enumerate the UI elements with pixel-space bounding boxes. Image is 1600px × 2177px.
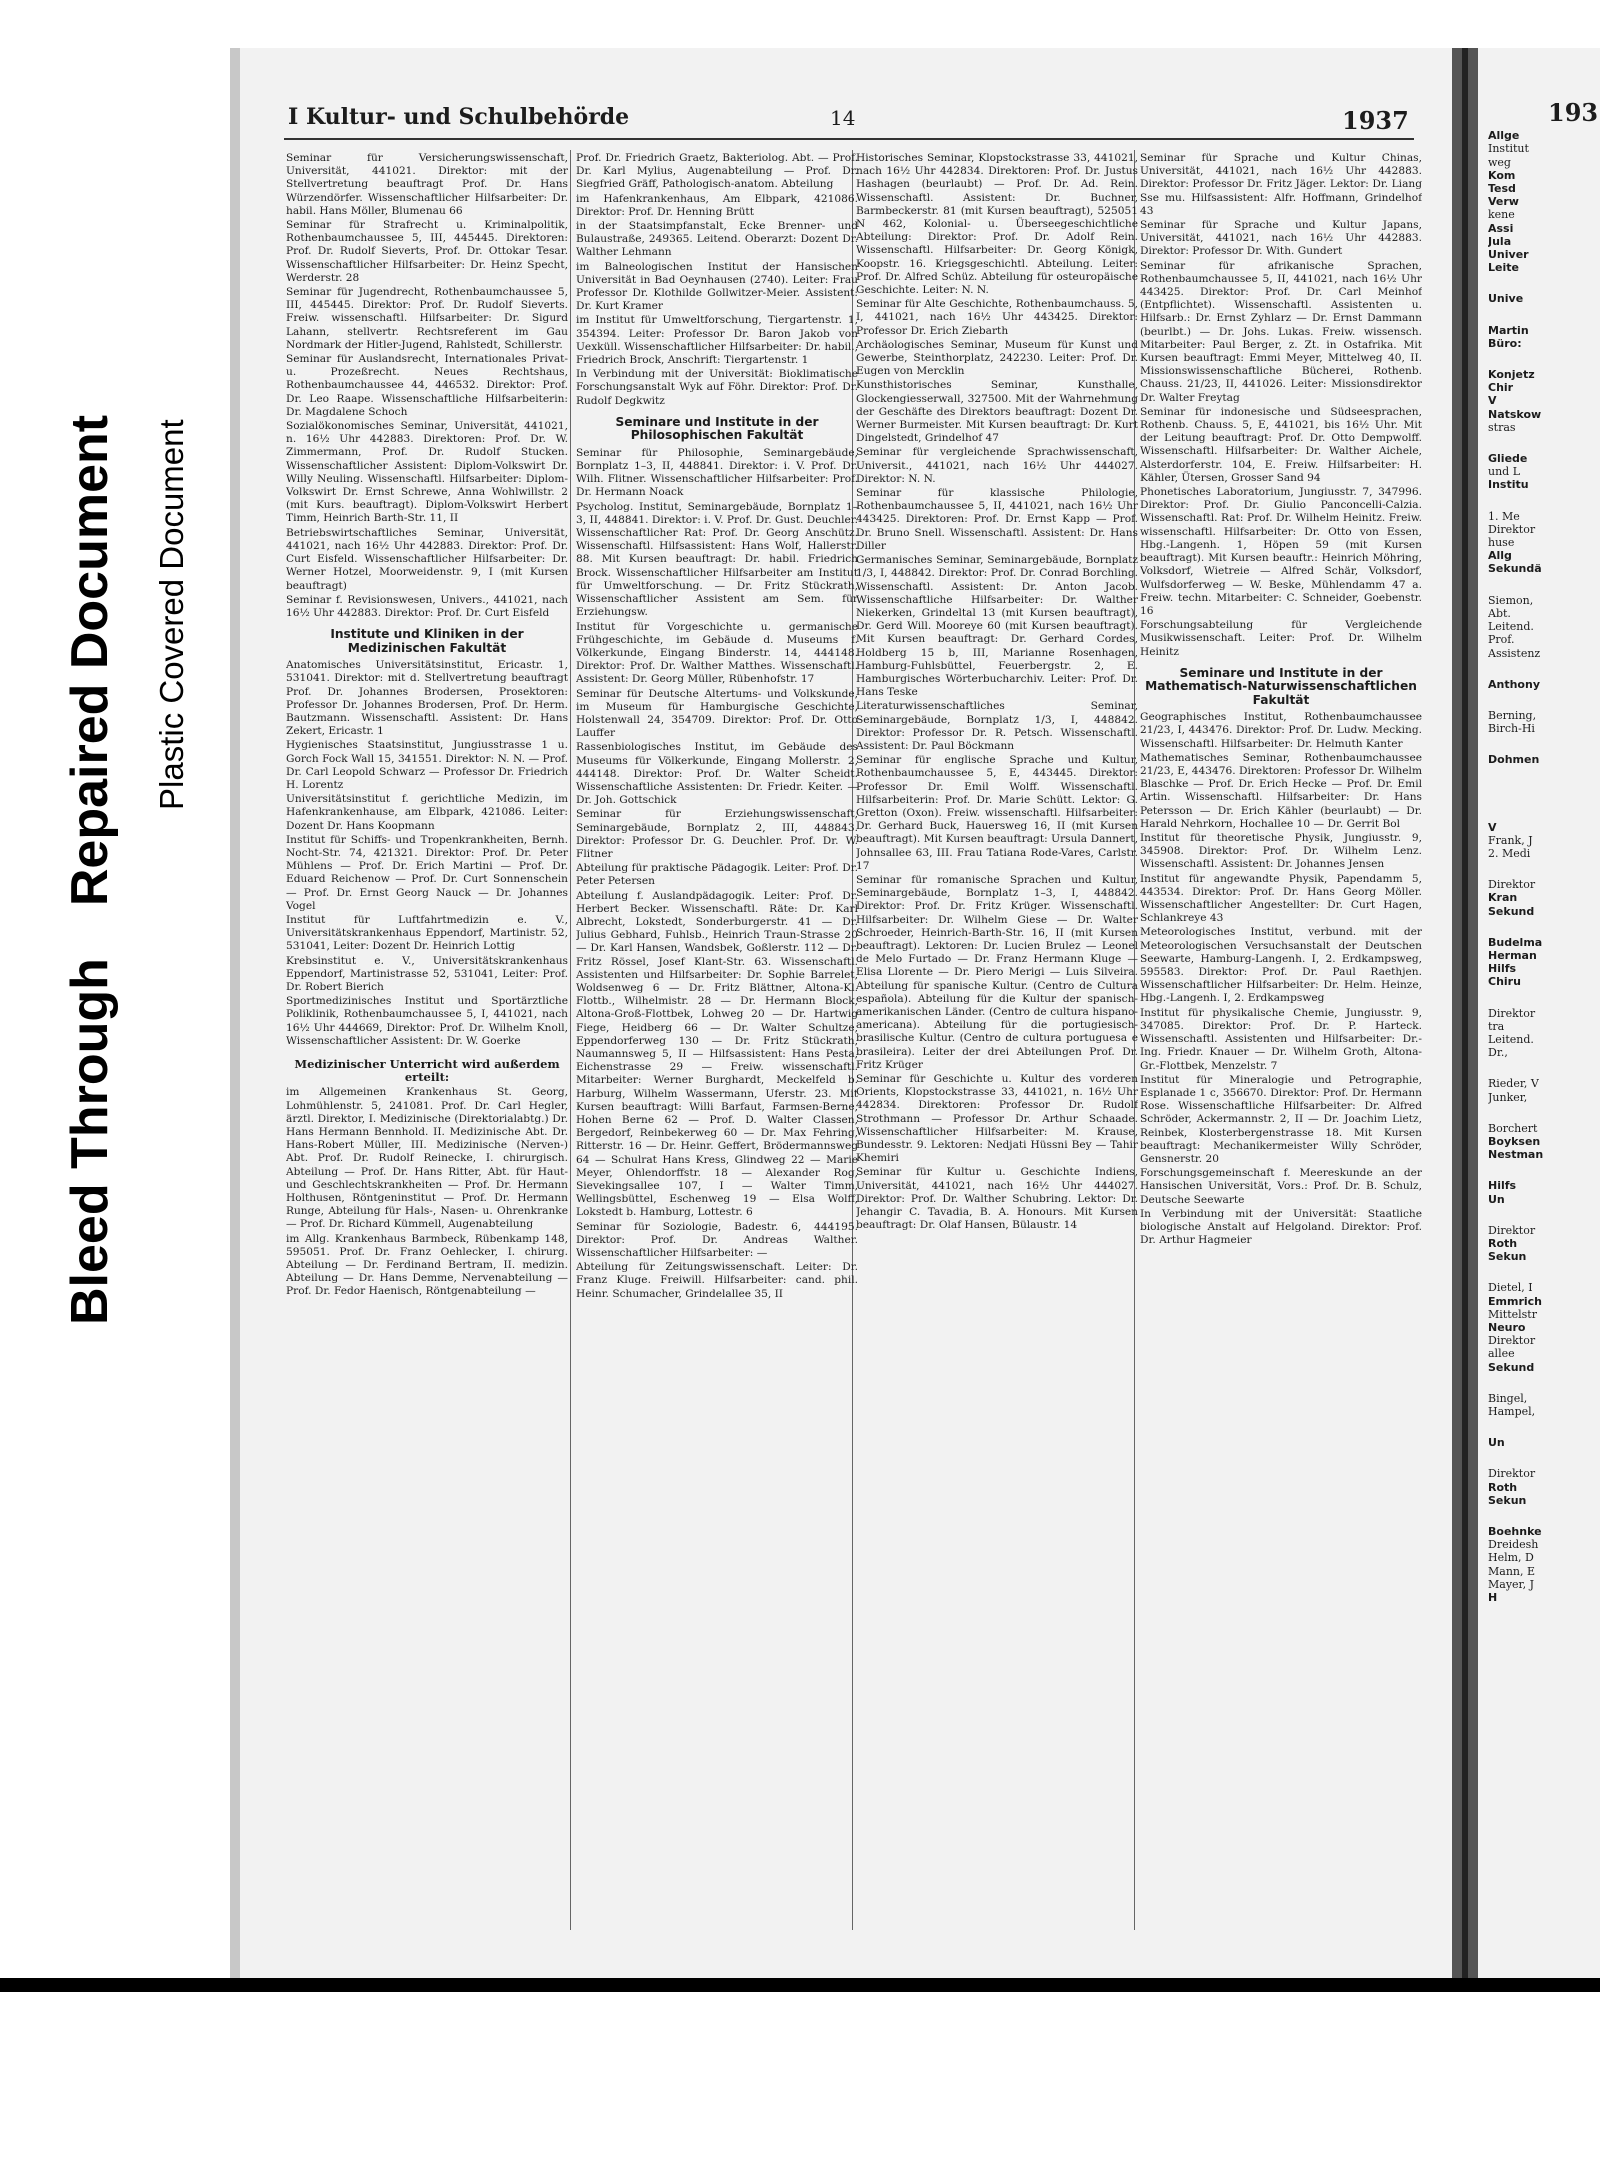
sliver-line [1488, 735, 1600, 753]
sliver-line: Dietel, I [1488, 1281, 1533, 1295]
sliver-line: Neuro [1488, 1321, 1526, 1334]
sliver-line [1488, 691, 1600, 709]
sliver-line: Direktor [1488, 1223, 1536, 1237]
entry: Seminar für Jugendrecht, Rothenbaumchaussee 5, III, 445445. Direktor: Prof. Dr. Rudolf Sieverts. Freiw. wissenschaftl. Hilfsarbeiter: Dr. Sigurd Lahann, stellvertr. Rechtsreferent im Gau Nordmark der Hitler-Jugend, Rahlstedt, Schillerstr. [286, 286, 568, 351]
entry: Seminar für Auslandsrecht, Internationales Privat- u. Prozeßrecht. Neues Rechtshaus, Rothenbaumchaussee 44, 446532. Direktor: Prof. Dr. Leo Raape. Wissenschaftliche Hilfsarbeiterin: Dr. Magdalene Schoch [286, 353, 568, 418]
sliver-line: Emmrich [1488, 1294, 1542, 1308]
sliver-line: und L [1488, 465, 1521, 479]
sliver-line [1488, 1374, 1600, 1392]
entry: im Hafenkrankenhaus, Am Elbpark, 421086. Direktor: Prof. Dr. Henning Brütt [576, 192, 858, 218]
facing-page-year: 193 [1548, 98, 1599, 127]
sliver-line: stras [1488, 420, 1516, 434]
entry: Seminar für vergleichende Sprachwissenschaft, Universit., 441021, nach 16½ Uhr 444027. Direktor: N. N. [856, 446, 1138, 485]
entry: In Verbindung mit der Universität: Bioklimatische Forschungsanstalt Wyk auf Föhr. Direktor: Prof. Dr. Rudolf Degkwitz [576, 368, 858, 407]
entry: Archäologisches Seminar, Museum für Kunst und Gewerbe, Steinthorplatz, 242230. Leiter: Prof. Dr. Eugen von Mercklin [856, 338, 1138, 378]
column-1 [286, 152, 568, 1942]
sliver-line [1488, 989, 1600, 1007]
sliver-line: Allge [1488, 129, 1520, 143]
sliver-line [1488, 803, 1600, 821]
document-page [272, 92, 1440, 1952]
sliver-line: Boyksen [1488, 1134, 1541, 1148]
sliver-line: Un [1488, 1192, 1505, 1206]
sliver-line [1488, 1104, 1600, 1122]
sliver-line: Assistenz [1488, 646, 1541, 660]
sliver-line: Mittelstr [1488, 1307, 1537, 1321]
sliver-line: Büro: [1488, 336, 1522, 350]
entry: Seminar für Sprache und Kultur Chinas, Universität, 441021, nach 16½ Uhr 442883. Direktor: Professor Dr. Fritz Jäger. Lektor: Dr. Liang Sse mu. Hilfsassistent: Alfr. Hoffmann, Grindelhof 43 [1140, 152, 1422, 217]
facing-page-sliver [1488, 92, 1600, 1952]
sliver-line [1488, 434, 1600, 452]
sliver-line: Chir [1488, 381, 1514, 395]
entry: Seminar für Deutsche Altertums- und Volkskunde, im Museum für Hamburgische Geschichte, Holstenwall 24, 354709. Direktor: Prof. Dr. Otto Lauffer [576, 687, 858, 740]
sliver-line: tra [1488, 1019, 1505, 1033]
sliver-line: allee [1488, 1347, 1515, 1361]
entry: Institut für Mineralogie und Petrographie, Esplanade 1 c, 356670. Direktor: Prof. Dr. Hermann Rose. Wissenschaftliche Hilfsarbeiter: Dr. Alfred Schröder, Ackermannstr. 2, II — Dr. Joachim Lietz, Reinbek, Klosterbergenstrasse 18. Mit Kursen beauftragt: Mechanikermeister Willy Schröder, Gensnerstr. 20 [1140, 1073, 1422, 1165]
sliver-line: Boehnke [1488, 1525, 1542, 1539]
entry: Seminar für Strafrecht u. Kriminalpolitik, Rothenbaumchaussee 5, III, 445445. Direktoren: Prof. Dr. Rudolf Sieverts, Prof. Dr. Ottokar Tesar. Wissenschaftlicher Hilfsarbeiter: Dr. Heinz Specht, Werderstr. 28 [286, 219, 568, 284]
sliver-line: Un [1488, 1436, 1505, 1450]
running-head: I Kultur- und Schulbehörde [288, 104, 630, 130]
sliver-line: Allg [1488, 549, 1512, 563]
sliver-line: Konjetz [1488, 368, 1535, 382]
sliver-line: Natskow [1488, 407, 1542, 421]
sliver-line: V [1488, 820, 1497, 834]
entry: Seminar für Erziehungswissenschaft, Seminargebäude, Bornplatz 2, III, 448843. Direktor: Professor Dr. G. Deuchler. Prof. Dr. W. Flitner [576, 808, 858, 860]
entry: Historisches Seminar, Klopstockstrasse 33, 441021, nach 16½ Uhr 442834. Direktoren: Prof. Dr. Justus Hashagen (beurlaubt) — Prof. Dr. Ad. Rein. Wissenschaftl. Assistent: Dr. Buchner, Barmbeckerstr. 81 (mit Kursen beauftragt), 525051 N 462, Kolonial- u. Überseegeschichtliche Abteilung: Direktor: Prof. Dr. Adolf Rein. Wissenschaftl. Hilfsarbeiter: Dr. Georg Königk, Koopstr. 16. Kriegsgeschichtl. Abteilung. Leiter: Prof. Dr. Alfred Schüz. Abteilung für osteuropäische Geschichte. Leiter: N. N. [856, 152, 1138, 297]
sliver-line: Siemon, [1488, 593, 1534, 607]
entry: Geographisches Institut, Rothenbaumchaussee 21/23, I, 443476. Direktor: Prof. Dr. Ludw. Mecking. Wissenschaftl. Hilfsarbeiter: Dr. Helmuth Kanter [1140, 711, 1422, 750]
sliver-line: Sekun [1488, 1493, 1527, 1507]
sliver-line [1488, 492, 1600, 510]
sliver-line [1488, 274, 1600, 292]
sliver-line: Institut [1488, 142, 1529, 156]
repaired-document-label: Repaired Document [61, 414, 119, 907]
entry: Anatomisches Universitätsinstitut, Ericastr. 1, 531041. Direktor: mit d. Stellvertretung beauftragt Prof. Dr. Johannes Brodersen, Prosektoren: Professor Dr. Johannes Brodersen, Prof. Dr. Herm. Bautzmann. Wissenschaftl. Assistent: Dr. Hans Zekert, Ericastr. 1 [286, 659, 568, 738]
sliver-line [1488, 306, 1600, 324]
entry: Institut für Vorgeschichte u. germanische Frühgeschichte, im Gebäude d. Museums f. Völkerkunde, Eingang Binderstr. 14, 444148. Direktor: Prof. Dr. Walther Matthes. Wissenschaftl. Assistent: Dr. Georg Müller, Rübenhofstr. 17 [576, 620, 858, 686]
column-2 [576, 152, 858, 1942]
sliver-line: Gliede [1488, 452, 1528, 466]
sliver-line: Hilfs [1488, 962, 1517, 976]
sliver-line: Herman [1488, 948, 1537, 962]
entry: Institut für Schiffs- und Tropenkrankheiten, Bernh. Nocht-Str. 74, 421321. Direktor: Prof. Dr. Peter Mühlens — Prof. Dr. Erich Martini — Prof. Dr. Eduard Reichenow — Prof. Dr. Curt Sonnenschein — Prof. Dr. Ernst Georg Nauck — Dr. Johannes Vogel [286, 833, 568, 912]
sliver-line: Sekun [1488, 1250, 1527, 1264]
page-edge-shadow [230, 48, 240, 1978]
column-4 [1140, 152, 1422, 1942]
entry: Meteorologisches Institut, verbund. mit der Meteorologischen Versuchsanstalt der Deutschen Seewarte, Hamburg-Langenh. I, 2. Erdkampsweg, 595583. Direktor: Prof. Dr. Paul Raethjen. Wissenschaftlicher Hilfsarbeiter: Dr. Helm. Heinze, Hbg.-Langenh. I, 2. Erdkampsweg [1140, 926, 1422, 1005]
entry: Seminar für Philosophie, Seminargebäude, Bornplatz 1–3, II, 448841. Direktor: i. V. Prof. Dr. Wilh. Flitner. Wissenschaftlicher Hilfsarbeiter: Prof. Dr. Hermann Noack [576, 446, 858, 499]
sliver-line: Kran [1488, 891, 1518, 905]
bleed-through-label: Bleed Through [61, 958, 119, 1325]
sliver-line: huse [1488, 536, 1515, 550]
sliver-line: Dohmen [1488, 753, 1540, 767]
entry: Seminar für Soziologie, Badestr. 6, 444195. Direktor: Prof. Dr. Andreas Walther. Wissenschaftlicher Hilfsarbeiter: — [576, 1220, 858, 1260]
entry: Seminar für Alte Geschichte, Rothenbaumchauss. 5, I, 441021, nach 16½ Uhr 443425. Direktor: Professor Dr. Erich Ziebarth [856, 298, 1138, 337]
sliver-line: Nestman [1488, 1148, 1544, 1162]
entry: im Balneologischen Institut der Hansischen Universität in Bad Oeynhausen (2740). Leiter: Frau Professor Dr. Klothilde Gollwitzer-Meier. Assistent: Dr. Kurt Kramer [576, 260, 858, 313]
sliver-line: Martin [1488, 323, 1529, 337]
sliver-line: Sekund [1488, 1360, 1535, 1374]
entry: Seminar für afrikanische Sprachen, Rothenbaumchaussee 5, II, 441021, nach 16½ Uhr 443425. Direktor: Prof. Dr. Carl Meinhof (Entpflichtet). Wissenschaftl. Assistenten u. Hilfsarb.: Dr. Ernst Zyhlarz — Dr. Ernst Dammann (beurlbt.) — Dr. Johs. Lukas. Freiw. wissensch. Mitarbeiter: Paul Berger, z. Zt. in Ostafrika. Mit Kursen beauftragt: Emmi Meyer, Mittelweg 40, II. Missionswissenschaftliche Bücherei, Rothenb. Chauss. 21/23, II, 441026. Leiter: Missionsdirektor Dr. Walter Freytag [1140, 259, 1422, 404]
entry: Abteilung für praktische Pädagogik. Leiter: Prof. Dr. Peter Petersen [576, 862, 858, 888]
header-rule [284, 138, 1414, 140]
entry: Forschungsabteilung für Vergleichende Musikwissenschaft. Leiter: Prof. Dr. Wilhelm Heinitz [1140, 619, 1422, 658]
sliver-line: Hampel, [1488, 1405, 1536, 1419]
sliver-line: Verw [1488, 195, 1519, 209]
sliver-line: weg [1488, 155, 1511, 169]
entry: Rassenbiologisches Institut, im Gebäude des Museums für Völkerkunde, Eingang Mollerstr. 2, 444148. Direktor: Prof. Dr. Walter Scheidt. Wissenschaftliche Assistenten: Dr. Friedr. Keiter. — Dr. Joh. Gottschick [576, 741, 858, 807]
sliver-line [1488, 767, 1600, 785]
entry: Literaturwissenschaftliches Seminar, Seminargebäude, Bornplatz 1/3, I, 448842. Direktor: Professor Dr. R. Petsch. Wissenschaftl. Assistent: Dr. Paul Böckmann [856, 700, 1138, 752]
book-spine [1462, 48, 1468, 1978]
sliver-line [1488, 1418, 1600, 1436]
entry: Germanisches Seminar, Seminargebäude, Bornplatz 1/3, I, 448842. Direktor: Prof. Dr. Conrad Borchling. Wissenschaftl. Assistent: Dr. Anton Jacob. Wissenschaftliche Hilfsarbeiter: Dr. Walther Niekerken, Grindeltal 13 (mit Kursen beauftragt), Dr. Gerd Will. Mooreye 60 (mit Kursen beauftragt). Mit Kursen beauftragt: Dr. Gerhard Cordes, Holdberg 15 b, III, Marianne Rosenhagen, Hamburg-Fuhlsbüttel, Feuerbergstr. 2, E. Hamburgisches Wörterbucharchiv. Leiter: Prof. Dr. Hans Teske [856, 554, 1138, 699]
entry: Institut für theoretische Physik, Jungiusstr. 9, 345908. Direktor: Prof. Dr. Wilhelm Lenz. Wissenschaftl. Assistent: Dr. Johannes Jensen [1140, 832, 1422, 871]
sliver-line: Leitend. [1488, 620, 1534, 634]
entry: Betriebswirtschaftliches Seminar, Universität, 441021, nach 16½ Uhr 442883. Direktor: Prof. Dr. Curt Eisfeld. Wissenschaftlicher Hilfsarbeiter: Dr. Werner Hotzel, Moorweidenstr. 9, I (mit Kursen beauftragt) [286, 526, 568, 592]
sliver-line: Tesd [1488, 182, 1516, 196]
entry: Sozialökonomisches Seminar, Universität, 441021, n. 16½ Uhr 442883. Direktoren: Prof. Dr. W. Zimmermann, Prof. Dr. Rudolf Stucken. Wissenschaftlicher Assistent: Diplom-Volkswirt Dr. Willy Neuling. Wissenschaftl. Hilfsarbeiter: Diplom-Volkswirt Dr. Ernst Schrewe, Anna Wohlwillstr. 2 (mit Kurs. beauftragt). Diplom-Volkswirt Herbert Timm, Heinrich Barth-Str. 11, II [286, 420, 568, 525]
scanner-black-band [0, 1978, 1600, 1992]
sliver-line: 2. Medi [1488, 846, 1531, 860]
sliver-line [1488, 660, 1600, 678]
annotation-labels [60, 90, 240, 1325]
entry: Institut für angewandte Physik, Papendamm 5, 443534. Direktor: Prof. Dr. Hans Georg Möller. Wissenschaftlicher Angestellter: Dr. Curt Hagen, Schlankreye 43 [1140, 872, 1422, 925]
sliver-line: Hilfs [1488, 1179, 1517, 1193]
sliver-line: Frank, J [1488, 833, 1533, 847]
sliver-line: Univer [1488, 248, 1529, 262]
sliver-line: V [1488, 394, 1497, 408]
sliver-line: Jula [1488, 234, 1512, 248]
sliver-line: Sekund [1488, 904, 1535, 918]
sliver-line [1488, 1507, 1600, 1525]
sliver-line: Prof. [1488, 633, 1515, 647]
sliver-line [1488, 1059, 1600, 1077]
sliver-line: Leite [1488, 261, 1519, 275]
sliver-line: Unive [1488, 292, 1524, 306]
entry: Seminar für Versicherungswissenschaft, Universität, 441021. Direktor: mit der Stellvertretung beauftragt Prof. Dr. Hans Würzendörfer. Wissenschaftlicher Hilfsarbeiter: Dr. habil. Hans Möller, Blumenau 66 [286, 152, 568, 217]
entry: Seminar für englische Sprache und Kultur, Rothenbaumchaussee 5, E, 443445. Direktor: Professor Dr. Emil Wolff. Wissenschaftl. Hilfsarbeiterin: Prof. Dr. Marie Schütt. Lektor: G. Gretton (Oxon). Freiw. wissenschaftl. Hilfsarbeiter: Dr. Gerhard Buck, Hauersweg 16, II (mit Kursen beauftragt). Mit Kursen beauftragt: Ursula Dannert, Johnsallee 63, III. Frau Tatiana Rode-Vares, Carlstr. 17 [856, 754, 1138, 872]
column-divider [570, 150, 571, 1930]
sliver-line [1488, 1161, 1600, 1179]
sliver-line: Bingel, [1488, 1391, 1528, 1405]
sliver-line: Dr., [1488, 1046, 1508, 1060]
section-heading: Institute und Kliniken in der Medizinischen Fakultät [330, 627, 524, 655]
entry: Mathematisches Seminar, Rothenbaumchaussee 21/23, E, 443476. Direktoren: Professor Dr. Wilhelm Blaschke — Prof. Dr. Erich Hecke — Prof. Dr. Emil Artin. Wissenschaftl. Hilfsarbeiter: Dr. Hans Petersson — Dr. Erich Kähler (beurlaubt) — Dr. Harald Nehrkorn, Hochallee 10 — Dr. Gerrit Bol [1140, 751, 1422, 830]
sliver-line: Berning, [1488, 708, 1537, 722]
entry: Prof. Dr. Friedrich Graetz, Bakteriolog. Abt. — Prof. Dr. Karl Mylius, Augenabteilung — Prof. Dr. Siegfried Gräff, Pathologisch-anatom. Abteilung [576, 152, 858, 191]
entry: Seminar für klassische Philologie, Rothenbaumchaussee 5, II, 441021, nach 16½ Uhr 443425. Direktoren: Prof. Dr. Ernst Kapp — Prof. Dr. Bruno Snell. Wissenschaftl. Assistent: Dr. Hans Diller [856, 487, 1138, 552]
sliver-line: Helm, D [1488, 1551, 1534, 1565]
entry: Universitätsinstitut f. gerichtliche Medizin, im Hafenkrankenhause, am Elbpark, 421086. Leiter: Dozent Dr. Hans Koopmann [286, 793, 568, 832]
entry: Psycholog. Institut, Seminargebäude, Bornplatz 1–3, II, 448841. Direktor: i. V. Prof. Dr. Gust. Deuchler. Wissenschaftlicher Rat: Prof. Dr. Georg Anschütz. Wissenschaftl. Hilfsassistent: Hans Wolf, Hallerstr. 88. Mit Kursen beauftragt: Dr. habil. Friedrich Brock. Wissenschaftlicher Hilfsarbeiter am Institut für Umweltforschung. — Dr. Fritz Stückrath, Wissenschaftlicher Assistent am Sem. für Erziehungsw. [576, 500, 858, 619]
entry: Krebsinstitut e. V., Universitätskrankenhaus Eppendorf, Martinistrasse 52, 531041, Leiter: Prof. Dr. Robert Bierich [286, 954, 568, 993]
entry: im Institut für Umweltforschung, Tiergartenstr. 1, 354394. Leiter: Professor Dr. Baron Jakob von Uexküll. Wissenschaftlicher Hilfsarbeiter: Dr. habil., Friedrich Brock, Anschrift: Tiergartenstr. 1 [576, 314, 858, 367]
sliver-line: Roth [1488, 1480, 1518, 1494]
page-header [272, 92, 1412, 136]
entry: Hygienisches Staatsinstitut, Jungiusstrasse 1 u. Gorch Fock Wall 15, 341551. Direktor: N. N. — Prof. Dr. Carl Leopold Schwarz — Professor Dr. Friedrich H. Lorentz [286, 739, 568, 791]
entry: Seminar f. Revisionswesen, Univers., 441021, nach 16½ Uhr 442883. Direktor: Prof. Dr. Curt Eisfeld [286, 593, 568, 619]
sliver-line: Junker, [1488, 1090, 1528, 1104]
sliver-line: Direktor [1488, 1006, 1536, 1020]
entry: Abteilung für Zeitungswissenschaft. Leiter: Dr. Franz Kluge. Freiwill. Hilfsarbeiter: cand. phil. Heinr. Schumacher, Grindelallee 35, II [576, 1261, 858, 1300]
sliver-line [1488, 350, 1600, 368]
sliver-line: Birch-Hi [1488, 722, 1535, 736]
sliver-line [1488, 1206, 1600, 1224]
sliver-line: Sekundä [1488, 562, 1542, 576]
entry: In Verbindung mit der Universität: Staatliche biologische Anstalt auf Helgoland. Direktor: Prof. Dr. Arthur Hagmeier [1140, 1207, 1422, 1247]
entry: Forschungsgemeinschaft f. Meereskunde an der Hansischen Universität, Vors.: Prof. Dr. B. Schulz, Deutsche Seewarte [1140, 1167, 1422, 1206]
sliver-line [1488, 576, 1600, 594]
sliver-line [1488, 1449, 1600, 1467]
entry: Phonetisches Laboratorium, Jungiusstr. 7, 347996. Direktor: Prof. Dr. Giulio Panconcelli-Calzia. Wissenschaftl. Rat: Prof. Dr. Wilhelm Heinitz. Freiw. wissenschaftl. Hilfsarbeiter: Dr. Otto von Essen, Hbg.-Langenh. 1, Höpen 59 (mit Kursen beauftragt). Mit Kursen beauftr.: Heinrich Möhring, Volksdorf, Wietreie — Alfred Schär, Volksdorf, Wulfsdorferweg — W. Beske, Mühlendamm 47 a. Freiw. techn. Mitarbeiter: C. Schneider, Goebenstr. 16 [1140, 486, 1422, 617]
sliver-line: Leitend. [1488, 1032, 1534, 1046]
entry: Kunsthistorisches Seminar, Kunsthalle, Glockengiesserwall, 327500. Mit der Wahrnehmung der Geschäfte des Direktors beauftragt: Dozent Dr. Werner Burmeister. Mit Kursen beauftragt: Dr. Kurt Dingelstedt, Grindelhof 47 [856, 379, 1138, 445]
sliver-line: Rieder, V [1488, 1077, 1539, 1091]
entry: im Allgemeinen Krankenhaus St. Georg, Lohmühlenstr. 5, 241081. Prof. Dr. Carl Hegler, ärztl. Direktor, I. Medizinische (Direktorialabtg.) Dr. Hans Hermann Bennhold. II. Medizinische Abt. Dr. Hans-Robert Müller, III. Medizinische (Nerven-) Abt. Prof. Dr. Rudolf Reinecke, I. chirurgisch. Abteilung — Prof. Dr. Hans Ritter, Abt. für Haut- und Geschlechtskrankheiten — Prof. Dr. Hermann Holthusen, Röntgeninstitut — Prof. Dr. Hermann Runge, Abteilung für Hals-, Nasen- u. Ohrenkranke — Prof. Dr. Richard Kümmell, Augenabteilung [286, 1086, 568, 1231]
sliver-line: kene [1488, 208, 1515, 222]
sliver-line: Direktor [1488, 522, 1536, 536]
sliver-line: Institu [1488, 478, 1529, 492]
sliver-line: H [1488, 1591, 1498, 1605]
entry: Seminar für indonesische und Südseesprachen, Rothenb. Chauss. 5, E, 441021, bis 16½ Uhr. Mit der Leitung beauftragt: Prof. Dr. Otto Dempwolff. Wissenschaftl. Hilfsarbeiter: Dr. Walther Aichele, Alsterdorferstr. 104, E. Freiw. Hilfsarbeiter: H. Kähler, Ütersen, Grosser Sand 94 [1140, 405, 1422, 484]
sliver-line: Borchert [1488, 1121, 1538, 1135]
entry: in der Staatsimpfanstalt, Ecke Brenner- und Bulaustraße, 249365. Leitend. Oberarzt: Dozent Dr. Walther Lehmann [576, 220, 858, 259]
section-heading: Seminare und Institute in der Philosophischen Fakultät [615, 414, 819, 443]
section-heading: Seminare und Institute in der Mathematisch-Naturwissenschaftlichen Fakultät [1145, 665, 1417, 707]
entry: im Allg. Krankenhaus Barmbeck, Rübenkamp 148, 595051. Prof. Dr. Franz Oehlecker, I. chirurg. Abteilung — Dr. Ferdinand Bertram, II. medizin. Abteilung — Dr. Hans Demme, Nervenabteilung — Prof. Dr. Fedor Haenisch, Röntgenabteilung — [286, 1232, 568, 1298]
page-number: 14 [830, 106, 856, 130]
sliver-line [1488, 860, 1600, 878]
entry: Sportmedizinisches Institut und Sportärztliche Poliklinik, Rothenbaumchaussee 5, I, 441021, nach 16½ Uhr 444669, Direktor: Prof. Dr. Wilhelm Knoll, Wissenschaftlicher Assistent: Dr. W. Goerke [286, 995, 568, 1047]
sliver-line: Chiru [1488, 975, 1521, 989]
sliver-line: Budelma [1488, 935, 1543, 949]
subheading: Medizinischer Unterricht wird außerdem erteilt: [294, 1057, 560, 1085]
sliver-line [1488, 785, 1600, 803]
sliver-line: Direktor [1488, 878, 1536, 892]
sliver-line [1488, 918, 1600, 936]
entry: Seminar für Kultur u. Geschichte Indiens, Universität, 441021, nach 16½ Uhr 444027. Direktor: Prof. Dr. Walther Schubring. Lektor: Dr. Jehangir C. Tavadia, B. A. Honours. Mit Kursen beauftragt: Dr. Olaf Hansen, Bülaustr. 14 [856, 1166, 1138, 1232]
sliver-line: Direktor [1488, 1467, 1536, 1481]
facing-page-text [1488, 129, 1600, 1604]
sliver-line: Roth [1488, 1236, 1518, 1250]
sliver-line: Anthony [1488, 677, 1540, 691]
year: 1937 [1342, 106, 1409, 135]
column-3 [856, 152, 1138, 1942]
sliver-line: Mann, E [1488, 1564, 1536, 1578]
sliver-line: 1. Me [1488, 509, 1520, 523]
entry: Seminar für romanische Sprachen und Kultur, Seminargebäude, Bornplatz 1–3, I, 448842. Direktor: Prof. Dr. Fritz Krüger. Wissenschaftl. Hilfsarbeiter: Dr. Wilhelm Giese — Dr. Walter Schroeder, Heinrich-Barth-Str. 16, II (mit Kursen beauftragt). Lektoren: Dr. Lucien Brulez — Leonel de Melo Furtado — Dr. Franz Hermann Kluge — Elisa Llorente — Dr. Piero Merigi — Luis Silveira. Abteilung für spanische Kultur. (Centro de Cultura española). Abteilung für die Kultur der spanisch-amerikanischen Länder. (Centro de cultura hispano-americana). Abteilung für die portugiesisch-brasilische Kultur. (Centro de cultura portuguesa e brasileira). Leiter der drei Abteilungen Prof. Dr. Fritz Krüger [856, 873, 1138, 1071]
sliver-line: Abt. [1488, 606, 1511, 620]
sliver-line [1488, 1263, 1600, 1281]
sliver-line: Kom [1488, 168, 1516, 182]
entry: Abteilung f. Auslandpädagogik. Leiter: Prof. Dr. Herbert Becker. Wissenschaftl. Räte: Dr. Karl Albrecht, Lokstedt, Sonderburgerstr. 41 — Dr. Julius Gebhard, Fuhlsb., Heinrich Traun-Strasse 20 — Dr. Karl Hansen, Wandsbek, Goßlerstr. 112 — Dr. Fritz Rössel, Josef Klant-Str. 63. Wissenschaftl. Assistenten und Hilfsarbeiter: Dr. Sophie Barrelet, Woldsenweg 6 — Dr. Fritz Blättner, Altona-Kl. Flottb., Wilhelmistr. 28 — Dr. Hermann Block, Altona-Groß-Flottbek, Lohweg 20 — Dr. Hartwig Fiege, Heidberg 66 — Dr. Walter Schultze, Eppendorferweg 130 — Dr. Fritz Stückrath, Naumannsweg 5, II — Hilfsassistent: Hans Pesta, Eichenstrasse 29 — Freiw. wissenschaftl. Mitarbeiter: Werner Burghardt, Meckelfeld b. Harburg, Wilhelm Wassermann, Uferstr. 23. Mit Kursen beauftragt: Willi Barfaut, Farmsen-Berne, Hohen Berne 62 — Prof. D. Walter Classen, Bergedorf, Reinbekerweg 60 — Dr. Max Fehring, Ritterstr. 16 — Dr. Heinr. Geffert, Brödermannsweg 64 — Schulrat Hans Kress, Glindweg 22 — Marie Meyer, Ohlendorffstr. 18 — Alexander Rog, Sievekingsallee 107, I — Walter Timm, Wellingsbüttel, Eschenweg 19 — Elsa Wolff, Lokstedt b. Hamburg, Lottestr. 6 [576, 889, 858, 1219]
entry: Institut für Luftfahrtmedizin e. V., Universitätskrankenhaus Eppendorf, Martinistr. 52, 531041, Leiter: Dozent Dr. Heinrich Lottig [286, 913, 568, 953]
sliver-line: Assi [1488, 221, 1514, 235]
plastic-covered-label: Plastic Covered Document [153, 419, 190, 810]
sliver-line: Dreidesh [1488, 1538, 1539, 1552]
sliver-line: Mayer, J [1488, 1577, 1534, 1591]
entry: Seminar für Geschichte u. Kultur des vorderen Orients, Klopstockstrasse 33, 441021, n. 16½ Uhr 442834. Direktoren: Professor Dr. Rudolf Strothmann — Professor Dr. Arthur Schaade. Wissenschaftlicher Hilfsarbeiter: M. Krause, Bundesstr. 9. Lektoren: Nedjati Hüssni Bey — Tahir Khemiri [856, 1073, 1138, 1165]
entry: Seminar für Sprache und Kultur Japans, Universität, 441021, nach 16½ Uhr 442883. Direktor: Professor Dr. With. Gundert [1140, 219, 1422, 258]
entry: Institut für physikalische Chemie, Jungiusstr. 9, 347085. Direktor: Prof. Dr. P. Harteck. Wissenschaftl. Assistenten und Hilfsarbeiter: Dr.-Ing. Friedr. Knauer — Dr. Wilhelm Groth, Altona-Gr.-Flottbek, Menzelstr. 7 [1140, 1006, 1422, 1072]
book-gutter [1452, 48, 1478, 1978]
sliver-line: Direktor [1488, 1334, 1536, 1348]
bleed-repaired-label [60, 415, 120, 1325]
